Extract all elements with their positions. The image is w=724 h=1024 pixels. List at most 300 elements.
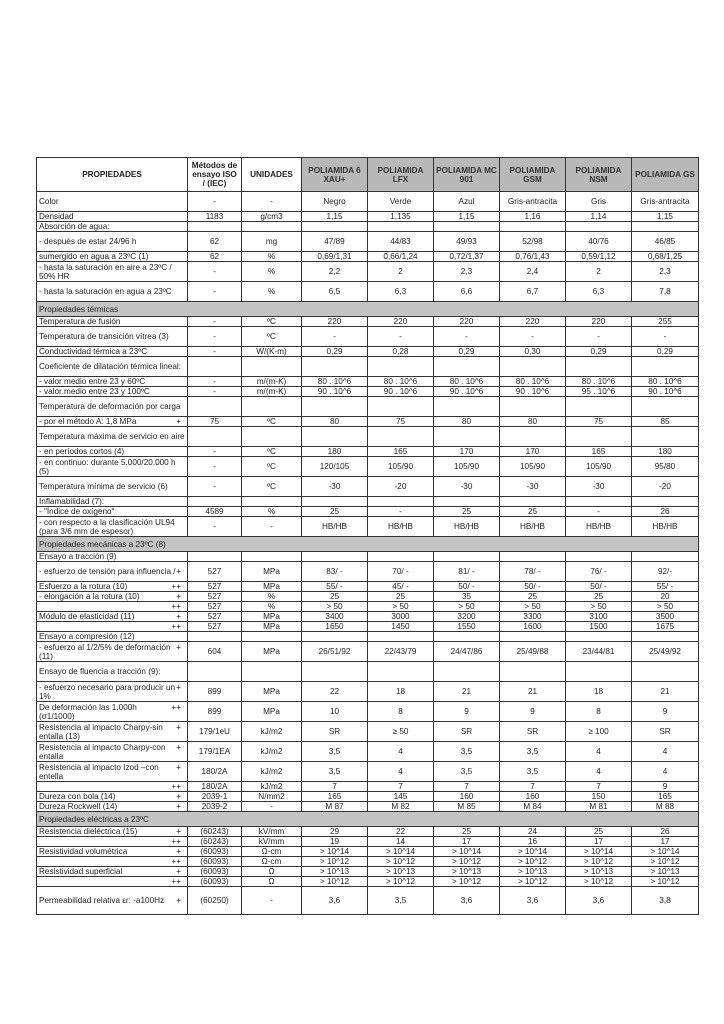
table-row [37,802,699,812]
table-row [37,847,699,857]
value-cell: -30 [434,477,500,497]
value-cell: 6,6 [434,282,500,302]
value-cell: 3400 [302,612,368,622]
property-label: Temperatura de transición vítrea (3) [39,332,169,341]
property-cell [37,632,188,642]
unit-cell [242,552,302,562]
value-cell: 80 [500,417,566,427]
property-cell [37,847,188,857]
value-cell [632,397,699,417]
value-cell: 24/47/86 [434,642,500,662]
value-cell: 18 [368,682,434,702]
value-cell: 3,6 [302,887,368,915]
table-row [37,582,699,592]
value-cell: 3,8 [632,887,699,915]
unit-cell: - [242,192,302,212]
property-cell [37,762,188,782]
section-title: Propiedades mecánicas a 23ºC (8) [37,537,699,552]
property-cell [37,457,188,477]
value-cell: 105/90 [566,457,632,477]
property-label: Módulo de elasticidad (11) [39,612,135,621]
value-cell: 8 [566,702,632,722]
unit-cell: Ω [242,867,302,877]
condition-mark: + [176,896,181,905]
table-row [37,387,699,397]
value-cell: 1600 [500,622,566,632]
value-cell: 3,5 [368,887,434,915]
unit-cell: MPa [242,582,302,592]
value-cell: 0,29 [566,347,632,357]
value-cell: > 50 [368,602,434,612]
unit-cell: ºC [242,447,302,457]
value-cell: > 10^12 [434,857,500,867]
condition-mark: + [176,642,181,652]
property-cell [37,602,188,612]
value-cell [302,632,368,642]
value-cell: 25 [500,592,566,602]
value-cell [500,497,566,507]
property-cell [37,887,188,915]
value-cell: 0,76/1,43 [500,252,566,262]
method-cell [188,397,242,417]
table-row [37,477,699,497]
property-label: Resistividad volumétrica [39,847,128,856]
value-cell: 2 [566,262,632,282]
value-cell: Gris-antracita [500,192,566,212]
unit-cell: % [242,602,302,612]
value-cell: 21 [434,682,500,702]
value-cell: > 10^13 [500,867,566,877]
property-cell [37,347,188,357]
condition-mark: + [176,867,181,876]
method-cell: 899 [188,682,242,702]
value-cell [434,662,500,682]
property-label: - "Índice de oxígeno" [39,507,115,516]
method-cell: - [188,457,242,477]
unit-cell: Ω-cm [242,857,302,867]
property-label: Temperatura de deformación por carga [39,402,181,411]
condition-mark: ++ [171,702,181,712]
method-cell: - [188,347,242,357]
value-cell: 0,72/1,37 [434,252,500,262]
value-cell: - [368,327,434,347]
value-cell: M 85 [434,802,500,812]
value-cell: 0,29 [434,347,500,357]
value-cell: > 10^12 [302,877,368,887]
unit-cell: MPa [242,702,302,722]
value-cell: > 10^12 [434,877,500,887]
value-cell: HB/HB [302,517,368,537]
section-header-row [37,812,699,827]
value-cell: - [368,507,434,517]
value-cell [500,222,566,232]
value-cell: 1,135 [368,212,434,222]
property-cell [37,857,188,867]
condition-mark: + [176,417,181,426]
value-cell: 50/ - [434,582,500,592]
table-row [37,517,699,537]
table-row [37,857,699,867]
condition-mark: + [176,762,181,772]
unit-cell: MPa [242,622,302,632]
value-cell: 220 [566,317,632,327]
value-cell: 220 [500,317,566,327]
value-cell: SR [500,722,566,742]
value-cell: 6,5 [302,282,368,302]
value-cell: > 50 [434,602,500,612]
property-label: Resistencia al impacto Charpy-con entalla [39,742,166,761]
table-row [37,632,699,642]
table-row [37,357,699,377]
table-body [37,192,699,915]
value-cell: 4 [566,742,632,762]
method-cell [188,552,242,562]
value-cell [566,357,632,377]
value-cell [434,497,500,507]
value-cell: 25 [434,827,500,837]
unit-cell [242,497,302,507]
value-cell: > 10^13 [368,867,434,877]
property-label: Permeabilidad relativa εr: -a100Hz [39,896,165,905]
value-cell: 7 [368,782,434,792]
value-cell: 3,5 [302,742,368,762]
unit-cell: m/(m-K) [242,387,302,397]
property-cell [37,447,188,457]
method-cell: (60093) [188,877,242,887]
value-cell: 7,8 [632,282,699,302]
col-header-unidades: UNIDADES [242,158,302,192]
property-cell [37,622,188,632]
property-cell [37,517,188,537]
value-cell [566,632,632,642]
value-cell [368,222,434,232]
method-cell [188,222,242,232]
value-cell: 3,6 [500,887,566,915]
unit-cell: % [242,507,302,517]
table-row [37,602,699,612]
method-cell: 899 [188,702,242,722]
value-cell: ≥ 100 [566,722,632,742]
property-cell [37,582,188,592]
unit-cell: m/(m-K) [242,377,302,387]
value-cell [632,222,699,232]
value-cell: 0,59/1,12 [566,252,632,262]
value-cell: 14 [368,837,434,847]
property-label: - esfuerzo de tensión para influencia / [39,567,176,576]
property-label: Ensayo a tracción (9) [39,552,117,561]
value-cell: 80 . 10^6 [500,377,566,387]
value-cell: > 10^12 [500,877,566,887]
method-cell: (60243) [188,827,242,837]
value-cell [566,552,632,562]
value-cell [434,397,500,417]
value-cell [302,552,368,562]
table-row [37,592,699,602]
value-cell [632,497,699,507]
value-cell [368,552,434,562]
value-cell: 120/105 [302,457,368,477]
table-row [37,427,699,447]
value-cell [500,427,566,447]
property-label: Inflamabilidad (7): [39,497,105,506]
property-label: Resistividad superficial [39,867,123,876]
section-header-row [37,302,699,317]
value-cell: > 10^13 [302,867,368,877]
value-cell: 44/83 [368,232,434,252]
value-cell: - [632,327,699,347]
table-row [37,562,699,582]
value-cell: 1500 [566,622,632,632]
value-cell [368,357,434,377]
unit-cell: kV/mm [242,837,302,847]
property-cell [37,427,188,447]
value-cell: 2,3 [434,262,500,282]
property-label: Resistencia dieléctrica (15) [39,827,138,836]
unit-cell: - [242,802,302,812]
value-cell: 170 [500,447,566,457]
method-cell: - [188,327,242,347]
value-cell: M 84 [500,802,566,812]
property-cell [37,642,188,662]
method-cell: 527 [188,592,242,602]
method-cell: - [188,477,242,497]
table-row [37,232,699,252]
value-cell: 70/ - [368,562,434,582]
property-cell [37,722,188,742]
value-cell: 55/ - [302,582,368,592]
table-row [37,792,699,802]
value-cell [632,427,699,447]
value-cell: 7 [302,782,368,792]
value-cell: 25/49/88 [500,642,566,662]
table-row [37,497,699,507]
method-cell: 2039-1 [188,792,242,802]
value-cell: 95 . 10^6 [566,387,632,397]
property-label: Esfuerzo a la rotura (10) [39,582,128,591]
value-cell: - [566,327,632,347]
value-cell: 1,15 [302,212,368,222]
value-cell: 3,5 [434,762,500,782]
unit-cell: g/cm3 [242,212,302,222]
value-cell [566,397,632,417]
value-cell: 26 [632,827,699,837]
value-cell: > 10^14 [566,847,632,857]
table-row [37,722,699,742]
value-cell: - [302,327,368,347]
method-cell: - [188,282,242,302]
value-cell: 24 [500,827,566,837]
col-header-metodos: Métodos de ensayo ISO / (IEC) [188,158,242,192]
method-cell: 62 [188,252,242,262]
method-cell: (60250) [188,887,242,915]
property-label: - hasta la saturación en agua a 23ºC [39,287,172,296]
value-cell: Negro [302,192,368,212]
property-cell [37,662,188,682]
unit-cell: kJ/m2 [242,782,302,792]
value-cell: 55/ - [632,582,699,592]
value-cell: 2,3 [632,262,699,282]
unit-cell: ºC [242,457,302,477]
unit-cell: kJ/m2 [242,742,302,762]
value-cell: 105/90 [500,457,566,477]
property-cell [37,262,188,282]
value-cell: 21 [632,682,699,702]
value-cell: 1,14 [566,212,632,222]
value-cell: Verde [368,192,434,212]
value-cell [368,662,434,682]
value-cell [302,397,368,417]
unit-cell: % [242,282,302,302]
value-cell: 7 [434,782,500,792]
unit-cell: ºC [242,417,302,427]
value-cell [302,427,368,447]
property-cell [37,397,188,417]
property-cell [37,282,188,302]
unit-cell: kV/mm [242,827,302,837]
property-label: Ensayo a compresión (12) [39,632,135,641]
method-cell: (60093) [188,857,242,867]
property-label: Temperatura máxima de servicio en aire [39,432,185,441]
value-cell [632,632,699,642]
property-cell [37,232,188,252]
value-cell: 180 [632,447,699,457]
value-cell: 4 [632,762,699,782]
value-cell: 80 . 10^6 [566,377,632,387]
value-cell: 7 [566,782,632,792]
value-cell: 25 [566,827,632,837]
table-row [37,282,699,302]
table-row [37,887,699,915]
value-cell: 165 [566,447,632,457]
unit-cell: N/mm2 [242,792,302,802]
value-cell: 3300 [500,612,566,622]
table-row [37,397,699,417]
table-row [37,507,699,517]
value-cell: 170 [434,447,500,457]
value-cell: 1550 [434,622,500,632]
value-cell: -30 [500,477,566,497]
value-cell: 50/ - [566,582,632,592]
value-cell: 145 [368,792,434,802]
condition-mark: + [176,592,181,601]
value-cell: 220 [434,317,500,327]
method-cell: 179/1EA [188,742,242,762]
property-cell [37,477,188,497]
property-label: - después de estar 24/96 h [39,237,137,246]
section-header-row [37,537,699,552]
value-cell: > 10^12 [368,857,434,867]
value-cell: 46/85 [632,232,699,252]
section-title: Propiedades térmicas [37,302,699,317]
value-cell: > 10^12 [500,857,566,867]
value-cell [500,552,566,562]
col-header-grade: POLIAMIDA LFX [368,158,434,192]
table-row [37,222,699,232]
unit-cell: MPa [242,562,302,582]
value-cell: 52/98 [500,232,566,252]
value-cell: 0,68/1,25 [632,252,699,262]
value-cell: 2,2 [302,262,368,282]
value-cell: 1,16 [500,212,566,222]
property-label: Coeficiente de dilatación térmica lineal: [39,362,181,371]
method-cell: 62 [188,232,242,252]
condition-mark: + [176,682,181,692]
unit-cell: MPa [242,642,302,662]
table-row [37,642,699,662]
value-cell: HB/HB [500,517,566,537]
method-cell: 527 [188,582,242,592]
property-label: Color [39,197,59,206]
unit-cell: ºC [242,317,302,327]
value-cell: > 50 [500,602,566,612]
value-cell [566,427,632,447]
value-cell: 0,69/1,31 [302,252,368,262]
property-label: De deformación las 1.000h (σ1/1000) [39,702,137,721]
value-cell: 29 [302,827,368,837]
unit-cell [242,427,302,447]
value-cell: HB/HB [434,517,500,537]
condition-mark: + [176,722,181,732]
unit-cell [242,222,302,232]
value-cell: 255 [632,317,699,327]
value-cell: > 50 [632,602,699,612]
value-cell: 3,5 [434,742,500,762]
property-cell [37,327,188,347]
table-row [37,682,699,702]
unit-cell: kJ/m2 [242,722,302,742]
condition-mark: ++ [171,602,181,611]
value-cell [302,357,368,377]
value-cell: 92/- [632,562,699,582]
col-header-grade: POLIAMIDA 6 XAU+ [302,158,368,192]
table-row [37,762,699,782]
condition-mark: ++ [171,622,181,631]
value-cell: 26/51/92 [302,642,368,662]
value-cell: > 10^13 [434,867,500,877]
property-label: - esfuerzo al 1/2/5% de deformación (11) [39,642,171,661]
value-cell: > 10^14 [434,847,500,857]
method-cell: - [188,447,242,457]
method-cell [188,497,242,507]
property-cell [37,317,188,327]
value-cell: 78/ - [500,562,566,582]
condition-mark: + [176,802,181,811]
value-cell: > 10^13 [632,867,699,877]
value-cell: 3000 [368,612,434,622]
value-cell: 105/90 [434,457,500,477]
value-cell: 25 [434,507,500,517]
property-label: - esfuerzo necesario para producir un 1% [39,682,176,701]
value-cell: 45/ - [368,582,434,592]
method-cell: - [188,387,242,397]
value-cell: 25 [302,507,368,517]
unit-cell: % [242,262,302,282]
value-cell: 220 [368,317,434,327]
value-cell: > 10^12 [368,877,434,887]
value-cell: -20 [368,477,434,497]
unit-cell [242,357,302,377]
value-cell: > 10^14 [302,847,368,857]
property-label: Absorción de agua: [39,222,110,231]
value-cell: HB/HB [368,517,434,537]
method-cell [188,427,242,447]
value-cell: Azul [434,192,500,212]
property-cell [37,802,188,812]
table-row [37,552,699,562]
property-label: Temperatura mínima de servicio (6) [39,482,168,491]
value-cell: 21 [500,682,566,702]
property-label: - valor medio entre 23 y 60ºC [39,377,146,386]
